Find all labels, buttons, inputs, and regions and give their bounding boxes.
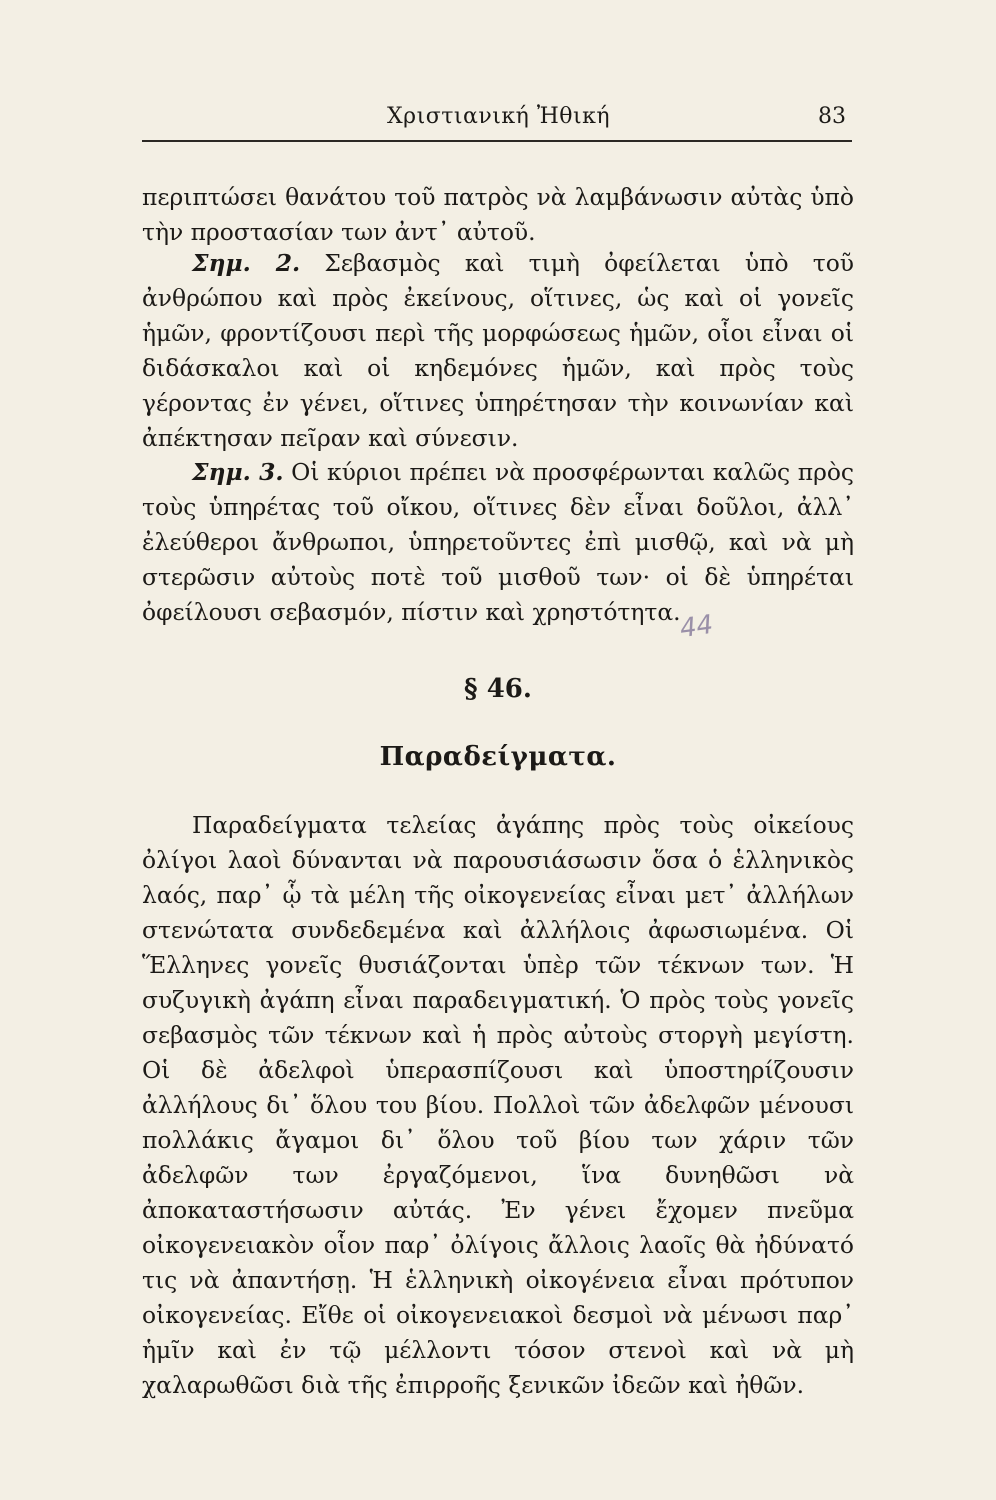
- page-header: [142, 104, 852, 136]
- section-number: § 46.: [464, 674, 532, 704]
- page-number: 83: [818, 104, 846, 129]
- continuation-paragraph: [142, 180, 854, 250]
- running-title: Χριστιανική Ἠθική: [387, 104, 611, 129]
- header-rule: [142, 140, 852, 142]
- note-3: [142, 455, 854, 630]
- handwritten-annotation: 44: [678, 609, 716, 645]
- note-2-text: Σεβασμὸς καὶ τιμὴ ὀφείλεται ὑπὸ τοῦ ἀνθρώπου καὶ πρὸς ἐκείνους, οἵτινες, ὡς καὶ οἱ γονεῖς ἡμῶν, φροντίζουσι περὶ τῆς μορφώσεως ἡμῶν, οἷοι εἶναι οἱ διδάσκαλοι καὶ οἱ κηδεμόνες ἡμῶν, καὶ πρὸς τοὺς γέροντας ἐν γένει, οἵτινες ὑπηρέτησαν τὴν κοινωνίαν καὶ ἀπέκτησαν πεῖραν καὶ σύνεσιν.: [142, 249, 854, 452]
- note-3-label: Σημ. 3.: [192, 458, 284, 486]
- continuation-text: περιπτώσει θανάτου τοῦ πατρὸς νὰ λαμβάνωσιν αὐτὰς ὑπὸ τὴν προστασίαν των ἀντ᾽ αὐτοῦ.: [142, 183, 854, 246]
- note-2-label: Σημ. 2.: [192, 249, 301, 277]
- section-paragraph: [142, 808, 854, 1403]
- section-paragraph-text: Παραδείγματα τελείας ἀγάπης πρὸς τοὺς οἰκείους ὀλίγοι λαοὶ δύνανται νὰ παρουσιάσωσιν ὅσα ὁ ἑλληνικὸς λαός, παρ᾽ ᾧ τὰ μέλη τῆς οἰκογενείας εἶναι μετ᾽ ἀλλήλων στενώτατα συνδεδεμένα καὶ ἀλλήλοις ἀφωσιωμένα. Οἱ Ἕλληνες γονεῖς θυσιάζονται ὑπὲρ τῶν τέκνων των. Ἡ συζυγικὴ ἀγάπη εἶναι παραδειγματική. Ὁ πρὸς τοὺς γονεῖς σεβασμὸς τῶν τέκνων καὶ ἡ πρὸς αὐτοὺς στοργὴ μεγίστη. Οἱ δὲ ἀδελφοὶ ὑπερασπίζουσι καὶ ὑποστηρίζουσιν ἀλλήλους δι᾽ ὅλου του βίου. Πολλοὶ τῶν ἀδελφῶν μένουσι πολλάκις ἄγαμοι δι᾽ ὅλου τοῦ βίου των χάριν τῶν ἀδελφῶν των ἐργαζόμενοι, ἵνα δυνηθῶσι νὰ ἀποκαταστήσωσιν αὐτάς. Ἐν γένει ἔχομεν πνεῦμα οἰκογενειακὸν οἷον παρ᾽ ὀλίγοις ἄλλοις λαοῖς θὰ ἠδύνατό τις νὰ ἀπαντήσῃ. Ἡ ἑλληνικὴ οἰκογένεια εἶναι πρότυπον οἰκογενείας. Εἴθε οἱ οἰκογενειακοὶ δεσμοὶ νὰ μένωσι παρ᾽ ἡμῖν καὶ ἐν τῷ μέλλοντι τόσον στενοὶ καὶ νὰ μὴ χαλαρωθῶσι διὰ τῆς ἐπιρροῆς ξενικῶν ἰδεῶν καὶ ἠθῶν.: [142, 811, 854, 1399]
- note-3-text: Οἱ κύριοι πρέπει νὰ προσφέρωνται καλῶς πρὸς τοὺς ὑπηρέτας τοῦ οἴκου, οἵτινες δὲν εἶναι δοῦλοι, ἀλλ᾽ ἐλεύθεροι ἄνθρωποι, ὑπηρετοῦντες ἐπὶ μισθῷ, καὶ νὰ μὴ στερῶσιν αὐτοὺς ποτὲ τοῦ μισθοῦ των· οἱ δὲ ὑπηρέται ὀφείλουσι σεβασμόν, πίστιν καὶ χρηστότητα.: [142, 458, 855, 626]
- section-title: Παραδείγματα.: [379, 742, 617, 772]
- note-2: [142, 246, 854, 456]
